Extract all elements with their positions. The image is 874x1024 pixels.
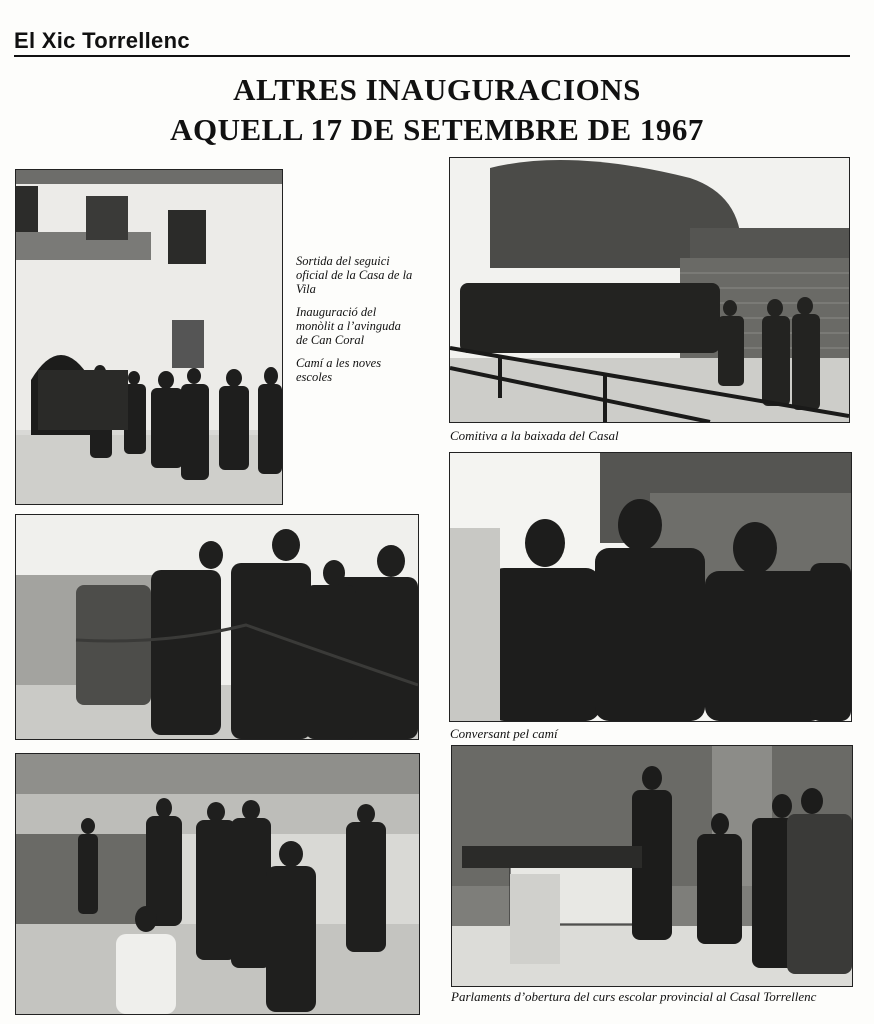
title-line-1: ALTRES INAUGURACIONS [233, 72, 641, 107]
side-captions [296, 254, 414, 393]
title-line-2: AQUELL 17 DE SETEMBRE DE 1967 [170, 112, 704, 147]
side-caption-3: Camí a les noves escoles [296, 356, 382, 384]
photo-conversant [449, 452, 852, 722]
photo-casa-de-la-vila [15, 169, 283, 505]
photo-inauguracio-monolit [15, 514, 419, 740]
caption-parlaments: Parlaments d’obertura del curs escolar provincial al Casal Torrellenc [451, 989, 817, 1004]
caption-comitiva: Comitiva a la baixada del Casal [450, 428, 619, 443]
side-caption-1: Sortida del seguici oficial de la Casa de la Vila [296, 254, 413, 296]
photo-comitiva [449, 157, 850, 423]
photo-cami-escoles [15, 753, 420, 1015]
masthead: El Xic Torrellenc [14, 28, 190, 53]
photo-parlaments [451, 745, 853, 987]
header-rule [14, 55, 850, 57]
caption-conversant: Conversant pel camí [450, 726, 558, 741]
side-caption-2: Inauguració del monòlit a l’avinguda de Can Coral [296, 305, 401, 347]
